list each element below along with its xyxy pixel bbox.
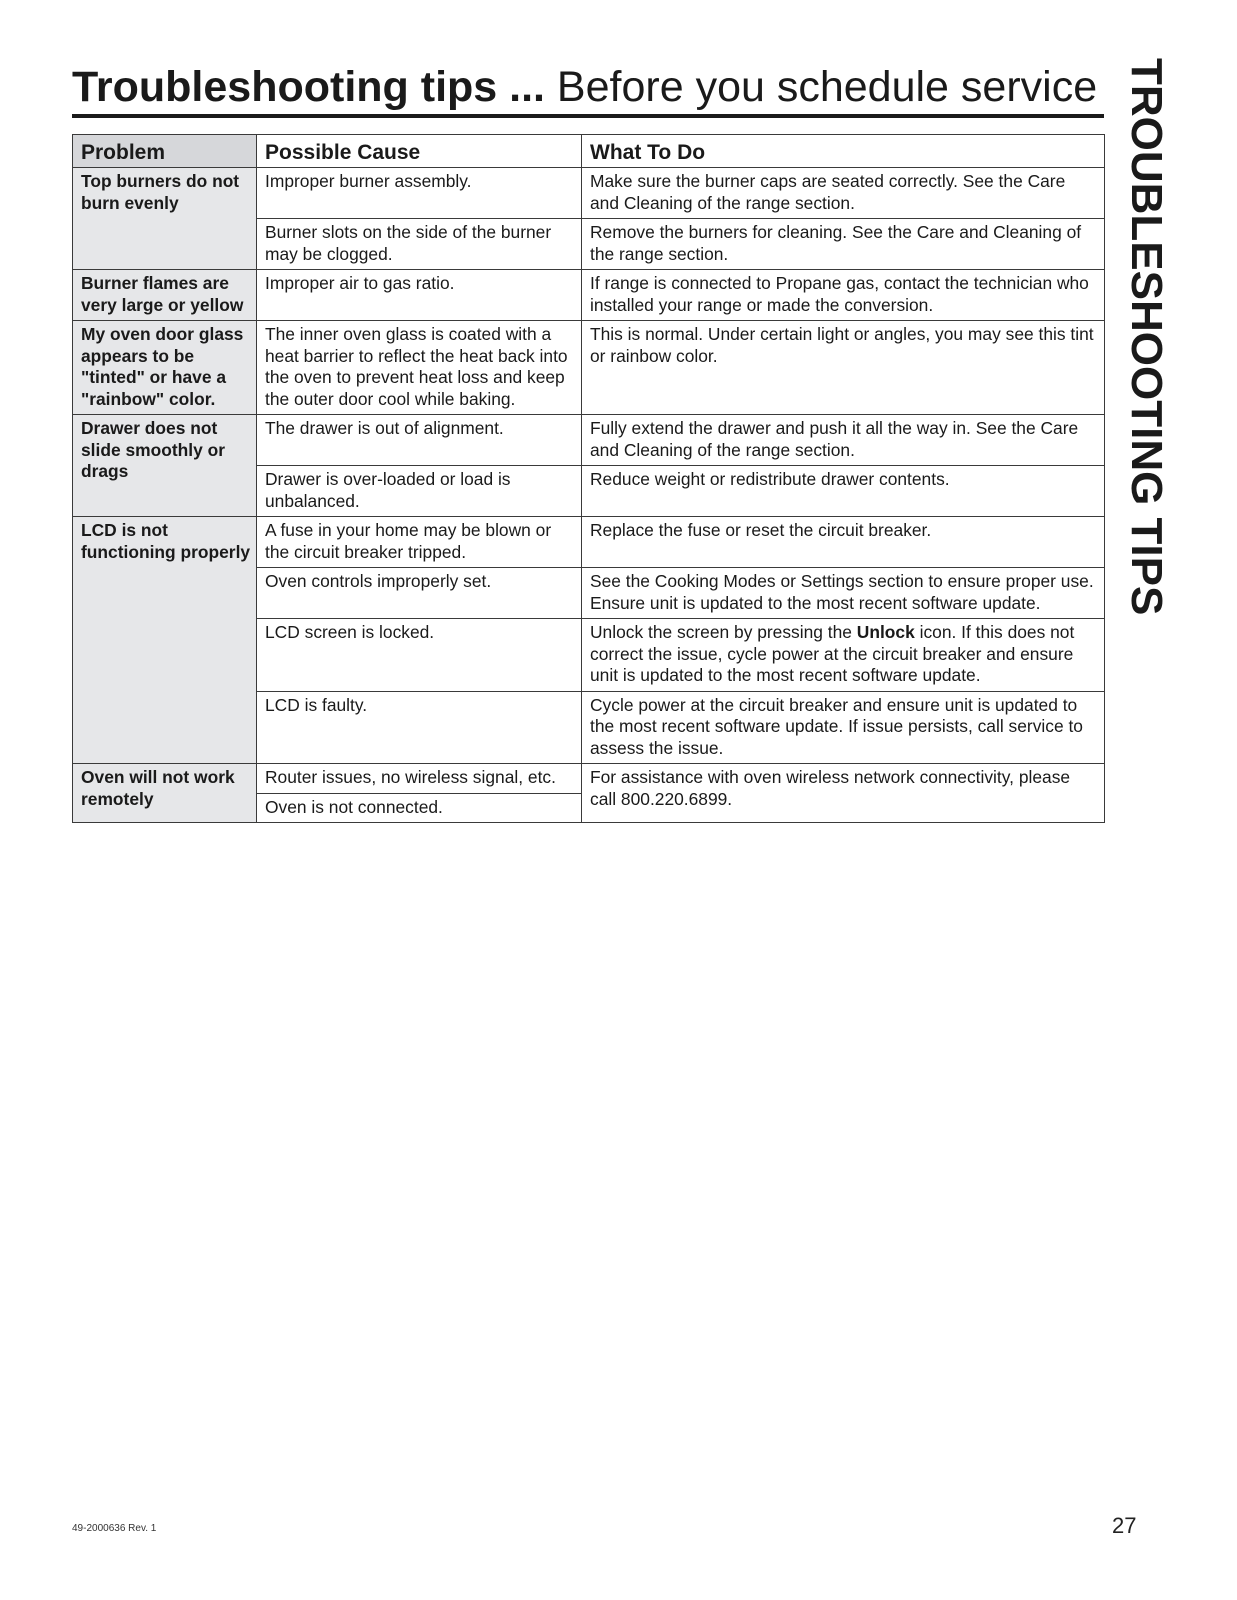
problem-cell: Top burners do not burn evenly [73,168,257,270]
table-header-row [73,135,1105,168]
action-cell: Fully extend the drawer and push it all the way in. See the Care and Cleaning of the range section. [582,415,1105,466]
cause-cell: LCD screen is locked. [257,619,582,692]
document-code: 49-2000636 Rev. 1 [72,1523,157,1534]
table-row [73,168,1105,219]
table-row [73,270,1105,321]
cause-cell: Oven controls improperly set. [257,568,582,619]
action-cell: If range is connected to Propane gas, contact the technician who installed your range or made the conversion. [582,270,1105,321]
action-cell: Replace the fuse or reset the circuit breaker. [582,517,1105,568]
column-header-cause: Possible Cause [257,135,582,168]
table-row [73,415,1105,466]
cause-cell: Burner slots on the side of the burner may be clogged. [257,219,582,270]
page-title-bold: Troubleshooting tips ... [72,63,545,111]
title-rule [72,114,1104,118]
action-cell: Reduce weight or redistribute drawer contents. [582,466,1105,517]
page-title-rest: Before you schedule service [544,63,1098,111]
side-tab [1106,58,1186,616]
action-cell [582,619,1105,692]
page-title [72,60,1104,114]
action-cell: This is normal. Under certain light or angles, you may see this tint or rainbow color. [582,321,1105,415]
troubleshooting-table [72,134,1105,823]
action-text: Unlock the screen by pressing the [590,622,857,642]
action-cell: Cycle power at the circuit breaker and ensure unit is updated to the most recent software update. If issue persists, call service to assess the issue. [582,691,1105,764]
problem-cell: Burner flames are very large or yellow [73,270,257,321]
cause-cell: Oven is not connected. [257,793,582,823]
column-header-action: What To Do [582,135,1105,168]
cause-cell: A fuse in your home may be blown or the circuit breaker tripped. [257,517,582,568]
problem-cell: Oven will not work remotely [73,764,257,823]
cause-cell: Improper burner assembly. [257,168,582,219]
action-cell: See the Cooking Modes or Settings section to ensure proper use. Ensure unit is updated to the most recent software update. [582,568,1105,619]
action-text: icon. If this does not correct the issue, cycle power at the circuit breaker and ensure unit is updated to the most recent software update. [590,622,1075,685]
cause-cell: Router issues, no wireless signal, etc. [257,764,582,794]
cause-cell: LCD is faulty. [257,691,582,764]
problem-cell: Drawer does not slide smoothly or drags [73,415,257,517]
problem-cell: My oven door glass appears to be "tinted" or have a "rainbow" color. [73,321,257,415]
cause-cell: The drawer is out of alignment. [257,415,582,466]
table-row [73,321,1105,415]
cause-cell: Improper air to gas ratio. [257,270,582,321]
action-cell: Remove the burners for cleaning. See the Care and Cleaning of the range section. [582,219,1105,270]
table-row [73,764,1105,794]
unlock-label: Unlock [856,622,915,642]
page-number: 27 [1112,1513,1137,1538]
cause-cell: The inner oven glass is coated with a heat barrier to reflect the heat back into the oven to prevent heat loss and keep the outer door cool while baking. [257,321,582,415]
table-row [73,517,1105,568]
problem-cell: LCD is not functioning properly [73,517,257,764]
column-header-problem: Problem [73,135,257,168]
action-cell: For assistance with oven wireless network connectivity, please call 800.220.6899. [582,764,1105,823]
action-cell: Make sure the burner caps are seated correctly. See the Care and Cleaning of the range section. [582,168,1105,219]
cause-cell: Drawer is over-loaded or load is unbalanced. [257,466,582,517]
side-tab-label: TROUBLESHOOTING TIPS [1122,58,1171,616]
